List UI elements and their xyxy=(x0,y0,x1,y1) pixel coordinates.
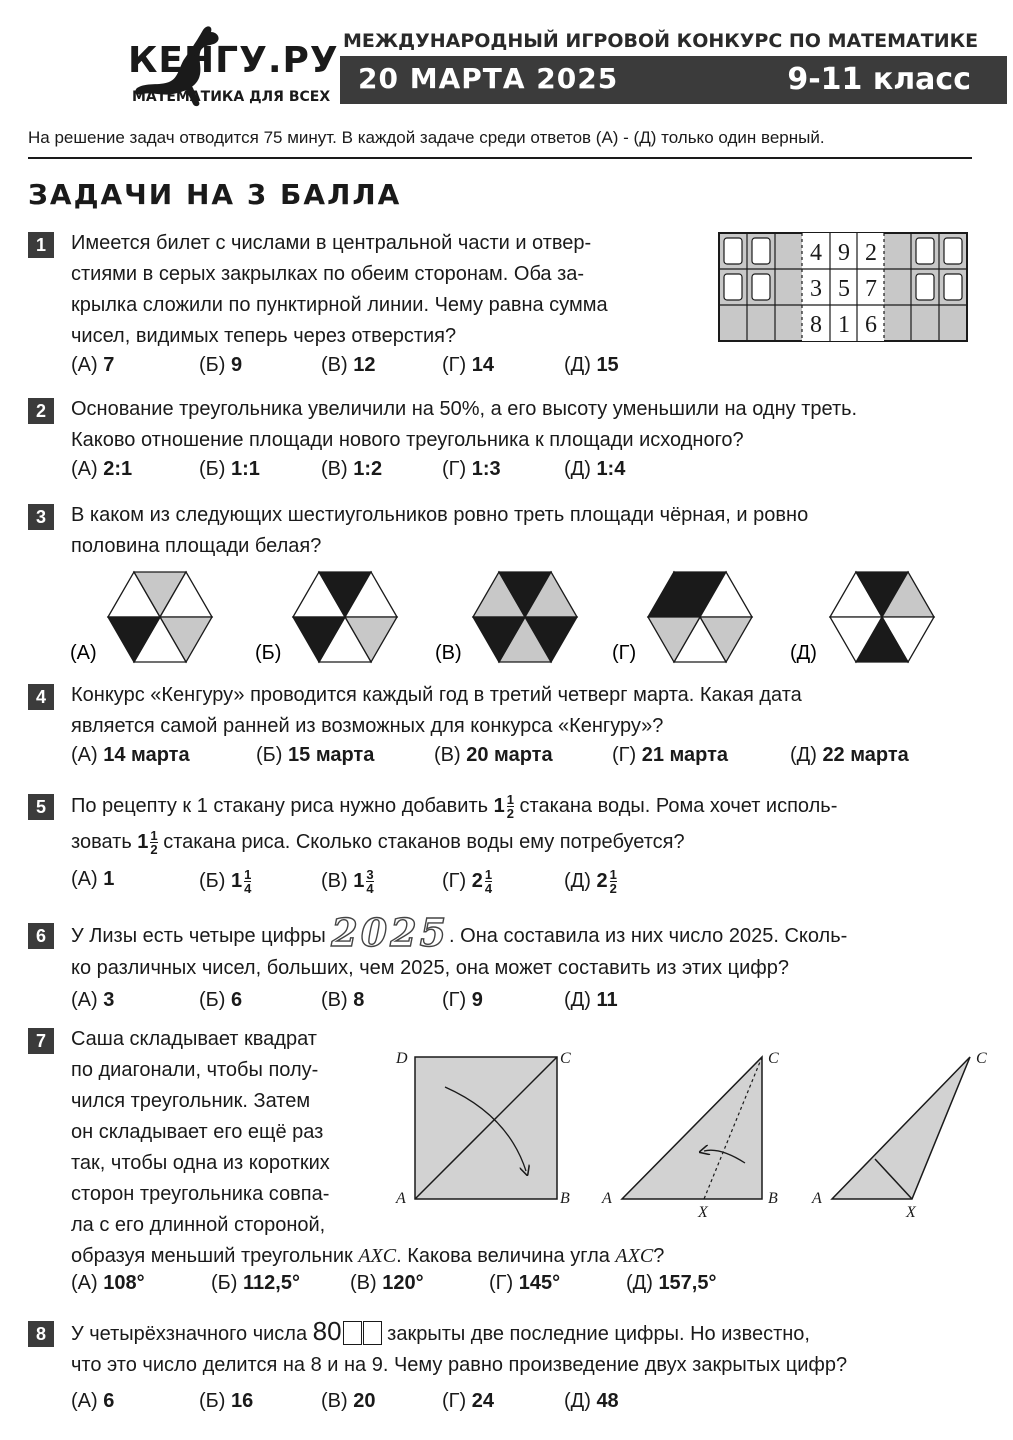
answer-option[interactable]: (А) 2:1 xyxy=(71,458,133,480)
answer-option[interactable]: (Д) 157,5° xyxy=(626,1272,717,1294)
answer-option[interactable]: (Б) 16 xyxy=(199,1390,254,1412)
answer-option[interactable]: (Б) 6 xyxy=(199,989,243,1011)
problem-6-text: У Лизы есть четыре цифры 2025. Она составила из них число 2025. Сколь- ко различных чисел, больших, чем 2025, она может составить из этих цифр? xyxy=(71,910,848,979)
hidden-number: 80 xyxy=(313,1316,382,1346)
answer-option[interactable]: (Д) 15 xyxy=(564,354,619,376)
hexagon-option xyxy=(108,572,212,662)
answer-option[interactable]: (В) 20 марта xyxy=(434,744,553,766)
answer-option[interactable]: (Г) 145° xyxy=(489,1272,561,1294)
answer-option[interactable]: (А) xyxy=(70,642,97,664)
answer-option[interactable]: (А) 6 xyxy=(71,1390,115,1412)
problem-number: 1 xyxy=(28,232,54,258)
problem-number: 5 xyxy=(28,794,54,820)
problem-number: 3 xyxy=(28,504,54,530)
brand-subtitle: МАТЕМАТИКА ДЛЯ ВСЕХ xyxy=(132,89,331,105)
svg-text:A: A xyxy=(602,1190,612,1207)
problem-number: 8 xyxy=(28,1321,54,1347)
answer-option[interactable]: (Д) 22 марта xyxy=(790,744,909,766)
hexagon-option xyxy=(830,572,934,662)
answer-option[interactable]: (В) xyxy=(435,642,462,664)
svg-text:4: 4 xyxy=(810,240,822,266)
divider xyxy=(28,157,972,159)
answer-option[interactable]: (А) 14 марта xyxy=(71,744,190,766)
hexagon-option xyxy=(473,572,577,662)
svg-text:7: 7 xyxy=(865,276,877,302)
mixed-number: 1 $\frac{1}{2}$ xyxy=(137,828,158,858)
answer-option[interactable]: (Б) 1 $\frac{1}{4}$ xyxy=(199,867,252,896)
answer-option[interactable]: (Г) 24 xyxy=(442,1390,494,1412)
svg-text:X: X xyxy=(698,1204,708,1220)
answer-option[interactable]: (В) 12 xyxy=(321,354,376,376)
contest-date: 20 МАРТА 2025 xyxy=(358,62,619,95)
ticket-figure xyxy=(718,232,968,342)
answer-option[interactable]: (А) 1 xyxy=(71,868,115,890)
date-banner xyxy=(340,56,1007,104)
svg-text:1: 1 xyxy=(838,312,850,338)
answer-option[interactable]: (В) 20 xyxy=(321,1390,376,1412)
mixed-number: 1 $\frac{1}{2}$ xyxy=(493,792,514,822)
problem-3-text: В каком из следующих шестиугольников ровно треть площади чёрная, и ровно половина площади белая? xyxy=(71,504,809,557)
answer-option[interactable]: (Б) 15 марта xyxy=(256,744,375,766)
answer-option[interactable]: (А) 3 xyxy=(71,989,115,1011)
svg-text:2: 2 xyxy=(865,240,877,266)
svg-text:C: C xyxy=(560,1050,571,1067)
svg-text:6: 6 xyxy=(865,312,877,338)
svg-text:B: B xyxy=(768,1190,778,1207)
digits-2025: 2025 xyxy=(331,910,450,955)
problem-1-text: Имеется билет с числами в центральной части и отвер- стиями в серых закрылках по обеим сторонам. Оба за- крылка сложили по пунктирной линии. Чему равна сумма чисел, видимых теперь через отверстия? xyxy=(71,232,608,347)
hexagon-option xyxy=(293,572,397,662)
svg-text:A: A xyxy=(812,1190,822,1207)
answer-option[interactable]: (Д) 2 $\frac{1}{2}$ xyxy=(564,867,617,896)
svg-text:3: 3 xyxy=(810,276,822,302)
answer-option[interactable]: (Г) 14 xyxy=(442,354,494,376)
svg-text:A: A xyxy=(396,1190,406,1207)
answer-option[interactable]: (В) 1 $\frac{3}{4}$ xyxy=(321,867,374,896)
instructions: На решение задач отводится 75 минут. В каждой задаче среди ответов (А) - (Д) только один верный. xyxy=(28,128,825,147)
svg-text:C: C xyxy=(768,1050,779,1067)
hexagon-option xyxy=(648,572,752,662)
grade-label: 9-11 класс xyxy=(787,62,971,97)
answer-option[interactable]: (В) 8 xyxy=(321,989,365,1011)
hexagon-options xyxy=(60,565,960,670)
problem-2-text: Основание треугольника увеличили на 50%, а его высоту уменьшили на одну треть. Каково отношение площади нового треугольника к площади исходного? xyxy=(71,398,858,451)
svg-text:8: 8 xyxy=(810,312,822,338)
answer-option[interactable]: (Г) 9 xyxy=(442,989,483,1011)
problem-5-text: По рецепту к 1 стакану риса нужно добавить 1 $\frac{1}{2}$ стакана воды. Рома хочет исполь- зовать 1 $\frac{1}{2}$ стакана риса. Сколько стаканов воды ему потребуется? xyxy=(71,792,838,858)
answer-option[interactable]: (А) 7 xyxy=(71,354,115,376)
answer-option[interactable]: (Г) 2 $\frac{1}{4}$ xyxy=(442,867,493,896)
answer-option[interactable]: (Д) 11 xyxy=(564,989,618,1011)
section-title: ЗАДАЧИ НА 3 БАЛЛА xyxy=(28,178,402,211)
contest-title: МЕЖДУНАРОДНЫЙ ИГРОВОЙ КОНКУРС ПО МАТЕМАТИКЕ xyxy=(343,30,979,52)
problem-number: 2 xyxy=(28,398,54,424)
svg-text:5: 5 xyxy=(838,276,850,302)
answer-option[interactable]: (Г) 21 марта xyxy=(612,744,729,766)
problem-4-text: Конкурс «Кенгуру» проводится каждый год в третий четверг марта. Какая дата является самой ранней из возможных для конкурса «Кенгуру»? xyxy=(71,684,802,737)
answer-option[interactable]: (Д) 1:4 xyxy=(564,458,626,480)
answer-option[interactable]: (Б) 112,5° xyxy=(211,1272,300,1294)
problem-number: 6 xyxy=(28,923,54,949)
answer-option[interactable]: (Б) 1:1 xyxy=(199,458,260,480)
svg-text:D: D xyxy=(396,1050,408,1067)
answer-option[interactable]: (А) 108° xyxy=(71,1272,145,1294)
answer-option[interactable]: (В) 120° xyxy=(350,1272,424,1294)
svg-text:C: C xyxy=(976,1050,987,1067)
svg-text:9: 9 xyxy=(838,240,850,266)
answer-option[interactable]: (Г) 1:3 xyxy=(442,458,501,480)
answer-option[interactable]: (Б) xyxy=(255,642,282,664)
problem-7-text: Саша складывает квадрат по диагонали, чтобы полу- чился треугольник. Затем он складывает его ещё раз так, чтобы одна из коротких сторон треугольника совпа- ла с его длинной стороной, образуя меньший треугольник AXC. Какова величина угла AXC? xyxy=(71,1028,665,1267)
brand-name: КЕНГУ.РУ xyxy=(128,40,339,81)
answer-option[interactable]: (Г) xyxy=(612,642,637,664)
answer-option[interactable]: (Д) 48 xyxy=(564,1390,619,1412)
svg-text:B: B xyxy=(560,1190,570,1207)
problem-8-text: У четырёхзначного числа 80 закрыты две последние цифры. Но известно, что это число делится на 8 и на 9. Чему равно произведение двух закрытых цифр? xyxy=(71,1316,848,1376)
answer-option[interactable]: (В) 1:2 xyxy=(321,458,383,480)
problem-number: 4 xyxy=(28,684,54,710)
answer-option[interactable]: (Д) xyxy=(790,642,817,664)
answer-option[interactable]: (Б) 9 xyxy=(199,354,243,376)
svg-text:X: X xyxy=(906,1204,916,1220)
problem-number: 7 xyxy=(28,1028,54,1054)
fold-figures xyxy=(390,1045,1000,1220)
